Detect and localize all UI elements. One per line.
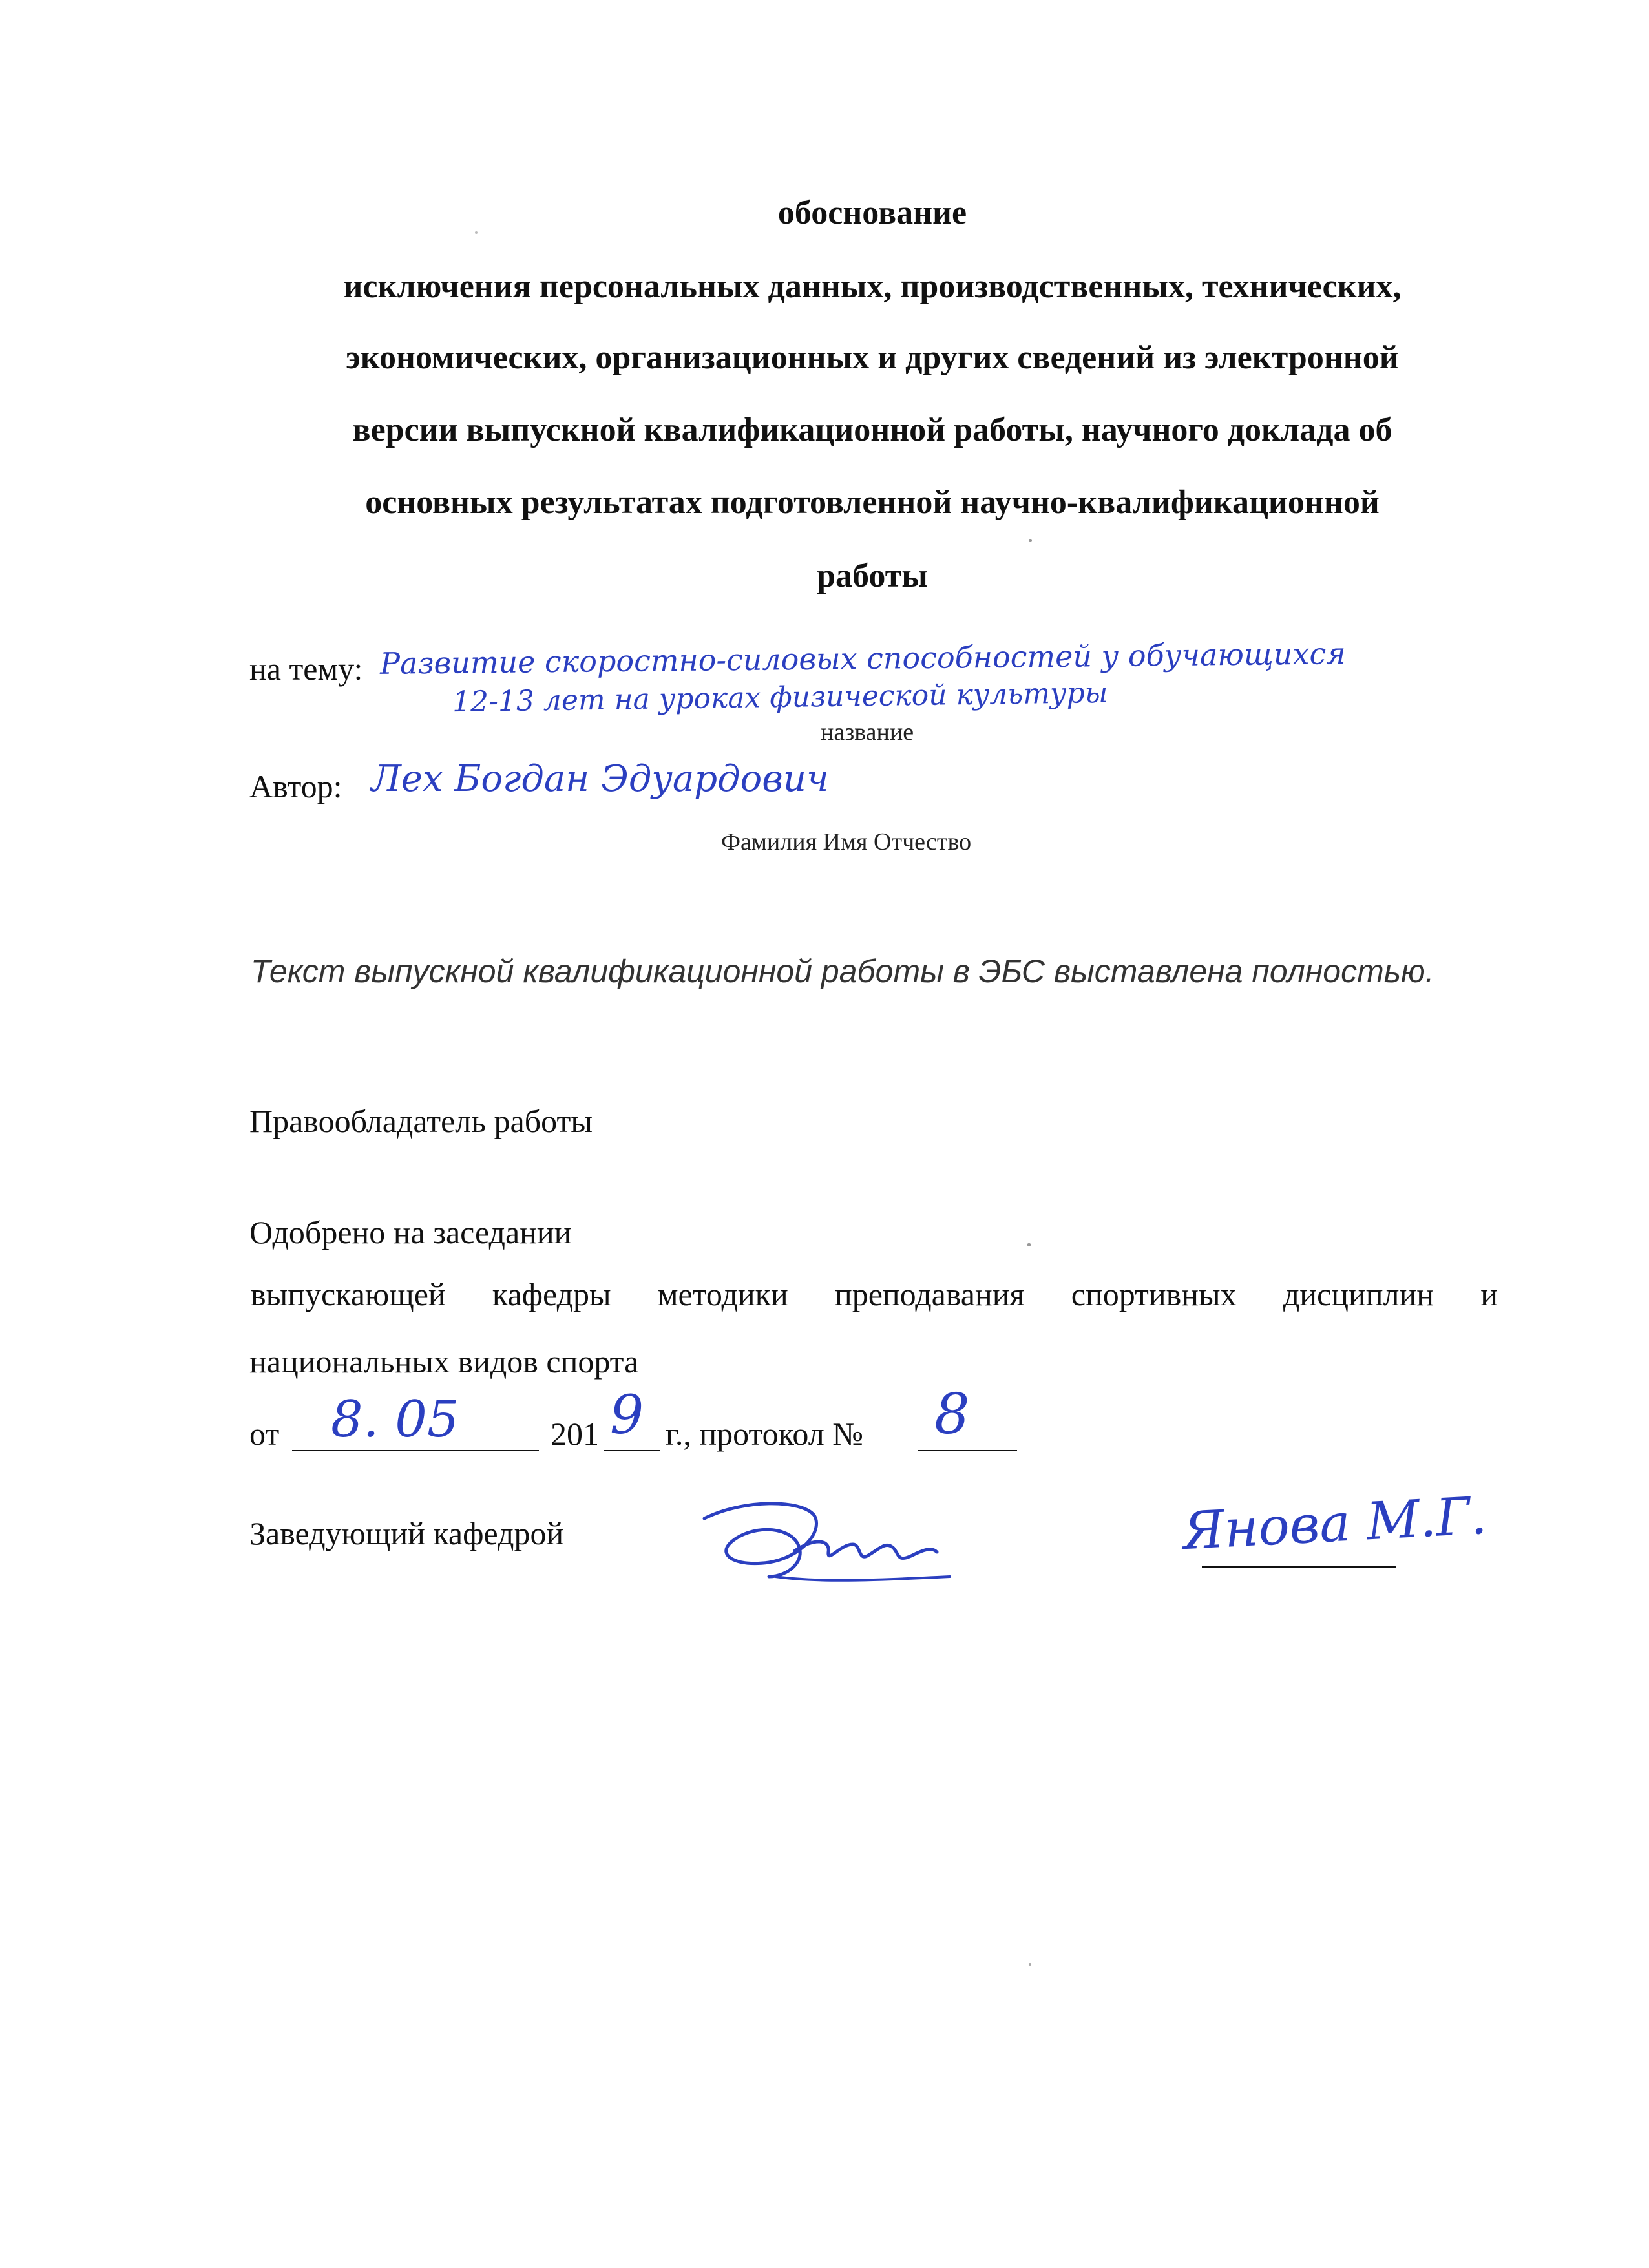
topic-label: на тему: <box>249 651 363 687</box>
approval-line-1: Одобрено на заседании <box>249 1214 572 1250</box>
author-handwritten-name: Лех Богдан Эдуардович <box>371 758 829 800</box>
protocol-label: г., протокол № <box>666 1416 863 1452</box>
title-line-6: работы <box>817 558 928 594</box>
date-handwritten: 8. 05 <box>331 1391 459 1449</box>
protocol-underline <box>918 1450 1017 1451</box>
scan-speck <box>1029 539 1032 542</box>
year-underline <box>604 1450 660 1451</box>
author-label: Автор: <box>249 768 342 804</box>
topic-caption: название <box>821 719 914 746</box>
title-line-3: экономических, организационных и других сведений из электронной <box>346 339 1399 376</box>
year-prefix: 201 <box>551 1416 599 1452</box>
title-line-1: обоснование <box>777 194 967 231</box>
signature-icon <box>691 1480 969 1590</box>
date-from-label: от <box>249 1416 280 1452</box>
head-signature-name: Янова М.Г. <box>1181 1485 1488 1562</box>
scan-speck <box>1029 1963 1031 1966</box>
author-caption: Фамилия Имя Отчество <box>721 828 972 856</box>
signature-underline <box>1202 1566 1396 1568</box>
ebs-note: Текст выпускной квалификационной работы в ЭБС выставлена полностью. <box>251 953 1434 989</box>
scan-speck <box>475 231 478 234</box>
rightholder-label: Правообладатель работы <box>249 1103 593 1139</box>
head-label: Заведующий кафедрой <box>249 1515 564 1551</box>
title-line-5: основных результатах подготовленной научно-квалификационной <box>365 484 1380 521</box>
title-line-4: версии выпускной квалификационной работы, научного доклада об <box>352 412 1392 448</box>
topic-handwritten-line-1: Развитие скоростно-силовых способностей у обучающихся <box>379 636 1346 681</box>
approval-line-2: выпускающей кафедры методики преподавания спортивных дисциплин и <box>251 1276 1498 1312</box>
protocol-handwritten: 8 <box>934 1382 970 1447</box>
topic-handwritten-line-2: 12-13 лет на уроках физической культуры <box>452 676 1108 719</box>
year-digit-handwritten: 9 <box>610 1385 644 1446</box>
scan-speck <box>1027 1243 1031 1246</box>
date-underline <box>292 1450 539 1451</box>
approval-line-3: национальных видов спорта <box>249 1343 639 1380</box>
title-line-2: исключения персональных данных, производственных, технических, <box>343 268 1402 305</box>
